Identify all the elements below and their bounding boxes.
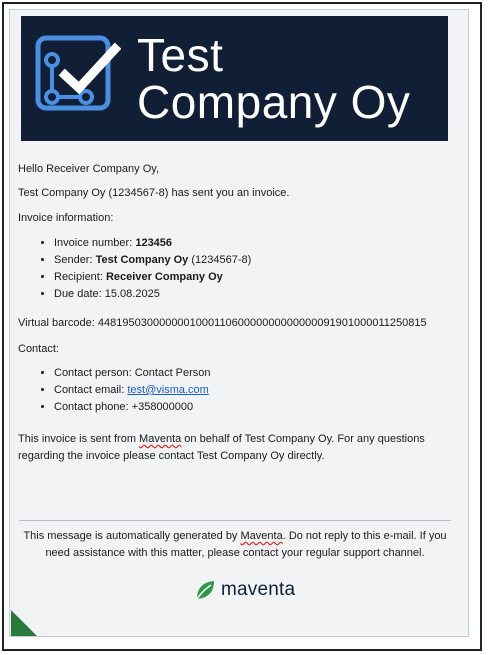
intro-text: Test Company Oy (1234567-8) has sent you an invoice.	[18, 187, 290, 199]
divider	[19, 520, 451, 521]
banner-company-name	[137, 29, 411, 128]
list-item: • Invoice number: 123456	[54, 235, 251, 252]
contact-person: • Contact person: Contact Person	[54, 365, 211, 382]
contact-email: • Contact email: test@visma.com	[54, 382, 211, 399]
contact-phone: • Contact phone: +358000000	[54, 399, 211, 416]
greeting: Hello Receiver Company Oy,	[18, 163, 160, 175]
list-item: • Recipient: Receiver Company Oy	[54, 269, 251, 286]
virtual-barcode: Virtual barcode: 448195030000000100011060000000000000091901000011250815	[18, 317, 427, 329]
maventa-wordmark: maventa	[221, 579, 296, 600]
invoice-info-list	[18, 235, 251, 303]
banner-title-line2: Company Oy	[137, 76, 411, 128]
invoice-info-heading: Invoice information:	[18, 212, 114, 224]
banner-title-line1: Test	[137, 29, 224, 81]
list-item: • Due date: 15.08.2025	[54, 286, 251, 303]
company-banner	[21, 16, 448, 141]
maventa-logo	[195, 579, 295, 601]
corner-fold-icon	[11, 610, 37, 636]
contact-list	[18, 365, 211, 416]
email-link[interactable]: test@visma.com	[127, 384, 209, 396]
contact-heading: Contact:	[18, 343, 59, 355]
footer-text: This message is automatically generated by Maventa. Do not reply to this e-mail. If you need assistance with this matter, please contact your regular support channel.	[23, 530, 447, 559]
checklist-logo-icon	[35, 35, 121, 121]
notice-text: This invoice is sent from Maventa on behalf of Test Company Oy. For any questions regarding the invoice please contact Test Company Oy directly.	[18, 433, 425, 462]
list-item: • Sender: Test Company Oy (1234567-8)	[54, 252, 251, 269]
maventa-leaf-icon	[195, 579, 217, 601]
